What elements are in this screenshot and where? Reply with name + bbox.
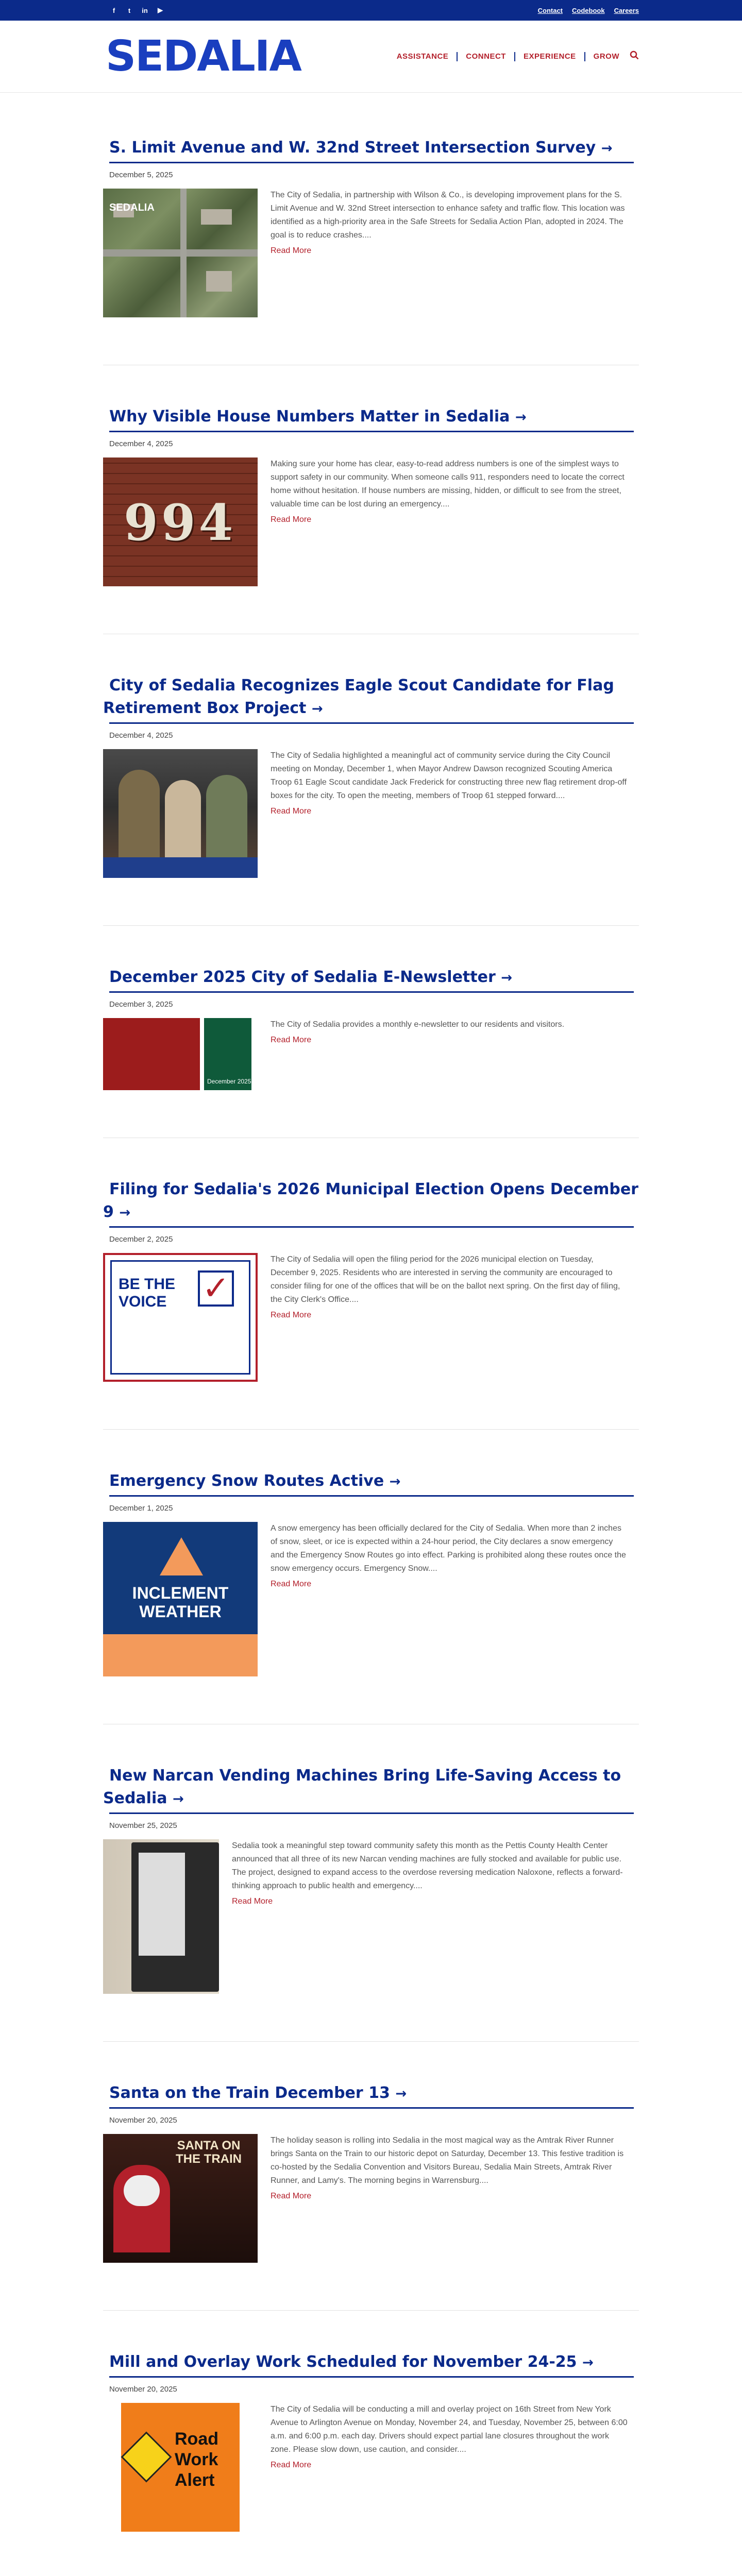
read-more-link[interactable]: Read More <box>271 2192 312 2200</box>
post-thumbnail[interactable] <box>103 1253 258 1382</box>
read-more-link[interactable]: Read More <box>271 807 312 816</box>
nav-experience[interactable]: EXPERIENCE <box>515 52 585 61</box>
post-title-link[interactable] <box>103 1472 407 1490</box>
post-date: December 4, 2025 <box>109 439 173 448</box>
post-title-link[interactable] <box>103 2353 600 2371</box>
read-more-link[interactable]: Read More <box>271 1580 312 1588</box>
arrow-right-icon: → <box>119 1205 131 1221</box>
post-title: City of Sedalia Recognizes Eagle Scout Candidate for Flag Retirement Box Project <box>103 676 614 717</box>
post-thumbnail[interactable] <box>103 457 258 586</box>
checkbox-icon: ✓ <box>198 1270 234 1307</box>
main-nav <box>389 50 639 62</box>
post-excerpt: The holiday season is rolling into Sedalia in the most magical way as the Amtrak River Runner brings Santa on the Train to our historic depot on Saturday, December 13. This festive tradition is co-hosted by the Sedalia Convention and Visitors Bureau, Sedalia Main Streets, Amtrak River Runner, and Lamy's. The morning begins in Warrensburg.... <box>271 2136 624 2185</box>
post-item <box>103 1178 639 1430</box>
post-title-link[interactable] <box>103 676 614 717</box>
arrow-right-icon: → <box>582 2355 594 2370</box>
post-title-link[interactable] <box>103 408 533 426</box>
post-date: December 1, 2025 <box>109 1504 173 1513</box>
post-title: Mill and Overlay Work Scheduled for November 24-25 <box>109 2353 577 2371</box>
post-excerpt: Sedalia took a meaningful step toward community safety this month as the Pettis County Health Center announced that all three of its new Narcan vending machines are fully stocked and available for public use. The project, designed to expand access to the overdose reversing medication Naloxone, reflects a forward-thinking approach to public health and emergency.... <box>232 1841 623 1890</box>
post-title: December 2025 City of Sedalia E-Newsletter <box>109 968 496 986</box>
twitter-icon[interactable]: t <box>128 6 131 14</box>
post-thumbnail[interactable] <box>103 2403 258 2532</box>
read-more-link[interactable]: Read More <box>271 515 312 524</box>
search-icon[interactable] <box>630 50 639 62</box>
post-excerpt: A snow emergency has been officially declared for the City of Sedalia. When more than 2 inches of snow, sleet, or ice is expected within a 24-hour period, the City declares a snow emergency and the Emergency Snow Routes go into effect. Parking is prohibited along these routes once the snow emergency occurs. Emergency Snow.... <box>271 1524 626 1573</box>
post-date: December 5, 2025 <box>109 171 173 179</box>
read-more-link[interactable]: Read More <box>271 1311 312 1319</box>
title-divider <box>109 991 634 993</box>
post-thumbnail[interactable] <box>103 1018 258 1090</box>
nav-assistance[interactable]: ASSISTANCE <box>389 52 458 61</box>
site-header <box>0 21 742 93</box>
thumb-caption: 994 <box>124 494 237 552</box>
post-item <box>103 137 639 365</box>
post-title-link[interactable] <box>103 1767 621 1807</box>
codebook-link[interactable]: Codebook <box>572 6 605 14</box>
arrow-right-icon: → <box>172 1791 184 1807</box>
arrow-right-icon: → <box>395 2086 407 2102</box>
thumb-caption: BE THE VOICE <box>119 1276 176 1310</box>
post-title: Emergency Snow Routes Active <box>109 1472 384 1490</box>
nav-grow[interactable]: GROW <box>593 52 619 61</box>
utility-links <box>538 7 639 14</box>
thumb-caption: SANTA ON THE TRAIN <box>176 2139 242 2166</box>
post-list <box>103 93 639 2576</box>
contact-link[interactable]: Contact <box>537 6 563 14</box>
road-work-icon <box>121 2432 172 2483</box>
post-date: December 4, 2025 <box>109 731 173 740</box>
post-title-link[interactable] <box>103 139 618 157</box>
post-title-link[interactable] <box>103 968 518 986</box>
read-more-link[interactable]: Read More <box>271 2461 312 2469</box>
post-thumbnail[interactable] <box>103 2134 258 2263</box>
post-excerpt: The City of Sedalia provides a monthly e-newsletter to our residents and visitors. <box>271 1020 565 1029</box>
thumb-caption: Road Work Alert <box>175 2429 218 2490</box>
post-date: November 20, 2025 <box>109 2385 177 2394</box>
post-excerpt: The City of Sedalia will be conducting a mill and overlay project on 16th Street from New York Avenue to Arlington Avenue on Monday, November 24, and Tuesday, November 25, between 6:00 a.m. and 6:00 p.m. each day. Drivers should expect partial lane closures throughout the work zone. Please slow down, use caution, and consider.... <box>271 2405 628 2454</box>
read-more-link[interactable]: Read More <box>271 246 312 255</box>
post-item <box>103 2351 639 2576</box>
post-title: New Narcan Vending Machines Bring Life-Saving Access to Sedalia <box>103 1767 621 1807</box>
post-item <box>103 1765 639 2042</box>
social-links <box>109 6 165 15</box>
title-divider <box>109 1226 634 1228</box>
post-item <box>103 674 639 926</box>
post-date: November 20, 2025 <box>109 2116 177 2125</box>
post-title-link[interactable] <box>103 2084 413 2102</box>
logo-text: SEDALIA <box>106 32 301 81</box>
post-thumbnail[interactable] <box>103 749 258 878</box>
careers-link[interactable]: Careers <box>614 6 639 14</box>
title-divider <box>109 1495 634 1497</box>
post-date: November 25, 2025 <box>109 1821 177 1830</box>
read-more-link[interactable]: Read More <box>271 1036 312 1044</box>
post-excerpt: The City of Sedalia highlighted a meaningful act of community service during the City Council meeting on Monday, December 1, when Mayor Andrew Dawson recognized Scouting America Troop 61 Eagle Scout candidate Jack Frederick for constructing three new flag retirement drop-off boxes for the city. To open the meeting, members of Troop 61 stepped forward.... <box>271 751 627 800</box>
thumb-caption: December 2025 <box>207 1078 251 1085</box>
arrow-right-icon: → <box>311 701 323 717</box>
post-title: Santa on the Train December 13 <box>109 2084 390 2102</box>
post-item <box>103 2082 639 2311</box>
facebook-icon[interactable]: f <box>112 6 115 14</box>
post-title: S. Limit Avenue and W. 32nd Street Intersection Survey <box>109 139 596 157</box>
post-title-link[interactable] <box>103 1180 638 1221</box>
utility-bar <box>0 0 742 21</box>
title-divider <box>109 2376 634 2378</box>
title-divider <box>109 162 634 163</box>
post-item <box>103 966 639 1138</box>
post-thumbnail[interactable] <box>103 1839 219 1994</box>
nav-connect[interactable]: CONNECT <box>458 52 515 61</box>
post-item <box>103 1470 639 1724</box>
title-divider <box>109 431 634 432</box>
thumb-caption: INCLEMENT WEATHER <box>132 1584 229 1621</box>
linkedin-icon[interactable]: in <box>142 6 148 14</box>
title-divider <box>109 2107 634 2109</box>
post-title: Filing for Sedalia's 2026 Municipal Election Opens December 9 <box>103 1180 638 1221</box>
title-divider <box>109 1812 634 1814</box>
arrow-right-icon: → <box>601 141 613 156</box>
post-thumbnail[interactable] <box>103 1522 258 1676</box>
post-date: December 2, 2025 <box>109 1235 173 1244</box>
post-excerpt: The City of Sedalia will open the filing period for the 2026 municipal election on Tuesday, December 9, 2025. Residents who are interested in serving the community are encouraged to consider filing for one of the offices that will be on the ballot next spring. On the first day of filing, the City Clerk's Office.... <box>271 1255 620 1304</box>
read-more-link[interactable]: Read More <box>232 1897 273 1906</box>
arrow-right-icon: → <box>515 410 527 425</box>
post-item <box>103 405 639 634</box>
post-title: Why Visible House Numbers Matter in Sedalia <box>109 408 510 426</box>
warning-icon <box>160 1537 203 1575</box>
post-date: December 3, 2025 <box>109 1000 173 1009</box>
thumb-caption: SEDALIA <box>109 202 155 213</box>
post-excerpt: Making sure your home has clear, easy-to-read address numbers is one of the simplest ways to support safety in our community. When someone calls 911, responders need to locate the correct home without hesitation. If house numbers are missing, hidden, or difficult to see from the street, valuable time can be lost during an emergency.... <box>271 460 625 509</box>
sedalia-logo[interactable] <box>106 32 301 81</box>
post-excerpt: The City of Sedalia, in partnership with Wilson & Co., is developing improvement plans for the S. Limit Avenue and W. 32nd Street intersection to enhance safety and traffic flow. This location was identified as a high-priority area in the Safe Streets for Sedalia Action Plan, adopted in 2024. The goal is to reduce crashes.... <box>271 191 625 240</box>
youtube-icon[interactable]: ▶ <box>158 6 163 14</box>
post-thumbnail[interactable] <box>103 189 258 317</box>
title-divider <box>109 722 634 724</box>
arrow-right-icon: → <box>501 970 512 986</box>
arrow-right-icon: → <box>389 1474 401 1489</box>
